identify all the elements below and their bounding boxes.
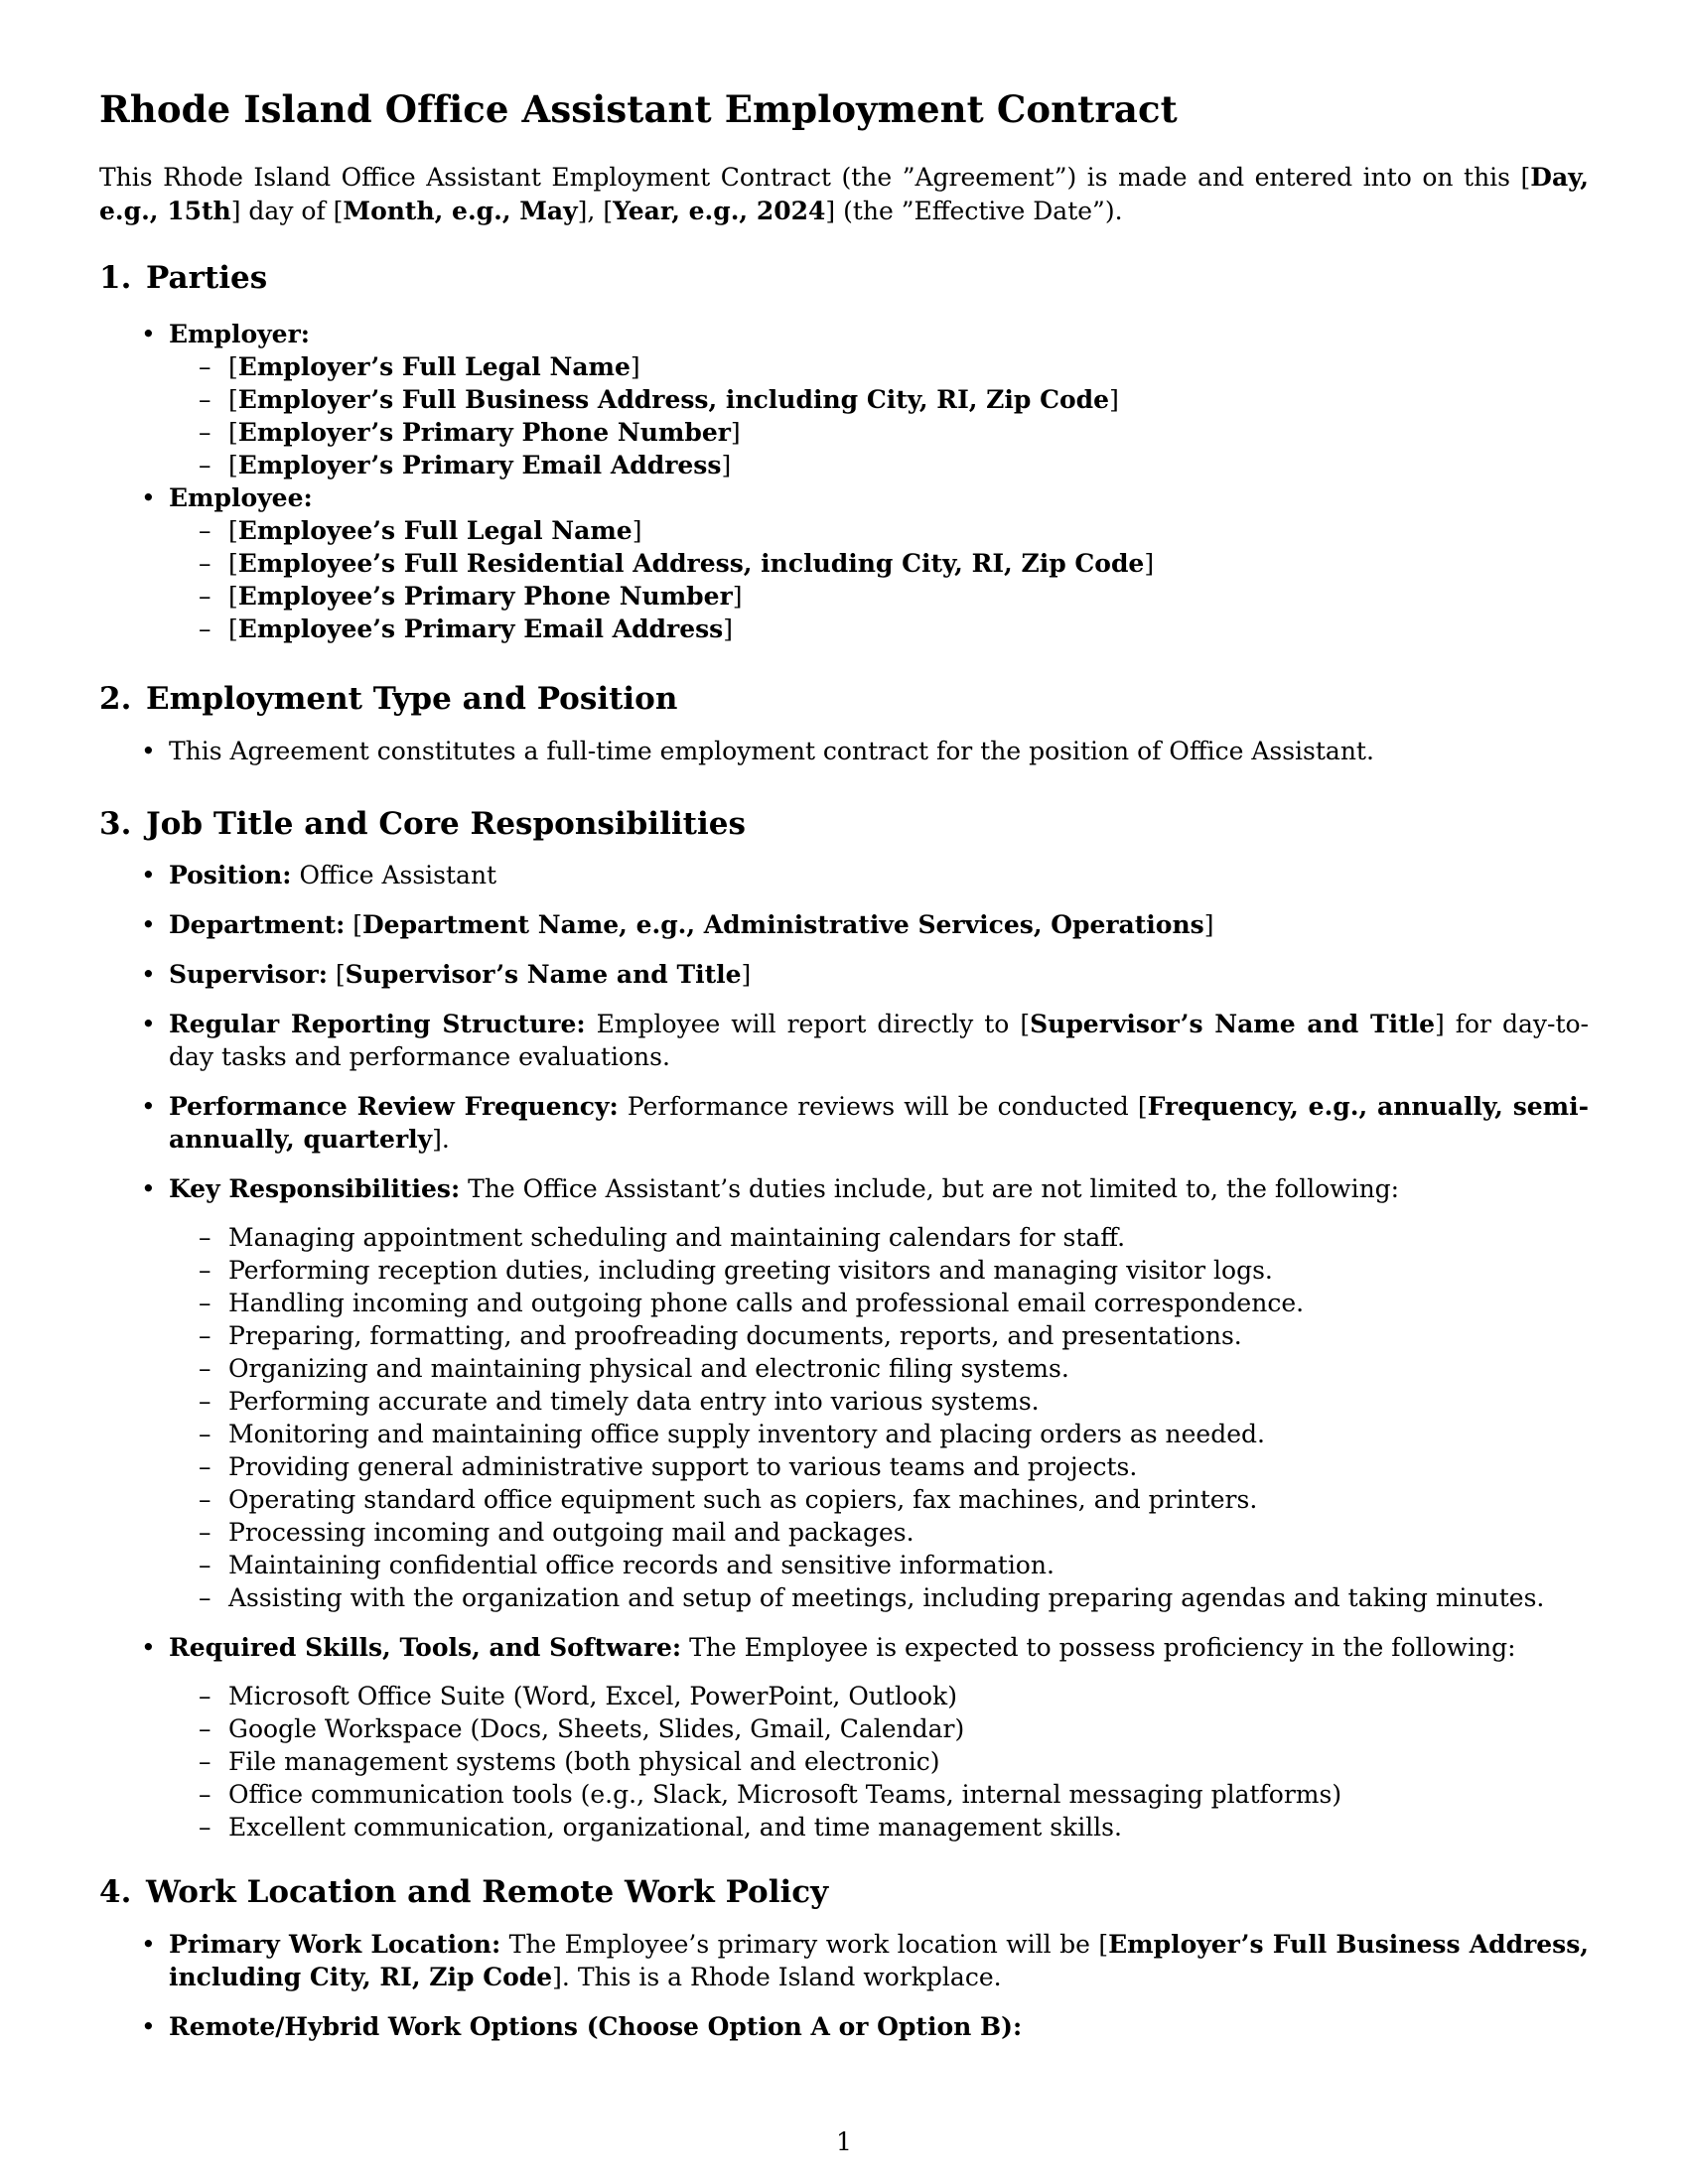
list-item: – [Employer’s Primary Email Address] <box>169 449 1589 481</box>
list-item: – [Employer’s Full Business Address, including City, RI, Zip Code] <box>169 383 1589 416</box>
placeholder-year: Year, e.g., 2024 <box>613 197 826 225</box>
section-heading-parties: 1. Parties <box>99 260 268 296</box>
key-responsibilities-list <box>169 1221 1589 1614</box>
position-item: • Position: Office Assistant <box>99 859 1589 891</box>
list-item: – Processing incoming and outgoing mail and packages. <box>169 1516 1589 1549</box>
list-item: – Monitoring and maintaining office supply inventory and placing orders as needed. <box>169 1418 1589 1450</box>
section-work-location <box>99 1928 1589 2060</box>
placeholder-day: Day, e.g., 15th <box>99 163 1589 225</box>
list-item: – Office communication tools (e.g., Slack, Microsoft Teams, internal messaging platforms) <box>169 1778 1589 1811</box>
remote-work-options-item: • Remote/Hybrid Work Options (Choose Option A or Option B): <box>99 2010 1589 2043</box>
employee-details-list <box>169 514 1589 645</box>
list-item: – [Employee’s Full Residential Address, including City, RI, Zip Code] <box>169 547 1589 580</box>
list-item: – Organizing and maintaining physical and electronic filing systems. <box>169 1352 1589 1385</box>
list-item: – Assisting with the organization and setup of meetings, including preparing agendas and taking minutes. <box>169 1581 1589 1614</box>
required-skills-list <box>169 1680 1589 1843</box>
employer-details-list <box>169 350 1589 481</box>
list-item: – Performing reception duties, including greeting visitors and managing visitor logs. <box>169 1254 1589 1287</box>
primary-work-location-item: • Primary Work Location: The Employee’s primary work location will be [Employer’s Full Business Address, including City, RI, Zip Code]. This is a Rhode Island workplace. <box>99 1928 1589 1993</box>
list-item: – Excellent communication, organizational, and time management skills. <box>169 1811 1589 1843</box>
list-item: – Operating standard office equipment such as copiers, fax machines, and printers. <box>169 1483 1589 1516</box>
list-item: – Performing accurate and timely data entry into various systems. <box>169 1385 1589 1418</box>
document-title: Rhode Island Office Assistant Employment Contract <box>99 87 1178 131</box>
list-item: – Preparing, formatting, and proofreading documents, reports, and presentations. <box>169 1319 1589 1352</box>
section-heading-employment-type: 2. Employment Type and Position <box>99 681 678 717</box>
list-item: – [Employee’s Primary Email Address] <box>169 613 1589 645</box>
reporting-structure-item: • Regular Reporting Structure: Employee will report directly to [Supervisor’s Name and Title] for day-to-day tasks and performance evaluations. <box>99 1008 1589 1073</box>
section-employment-type <box>99 735 1589 784</box>
intro-paragraph: This Rhode Island Office Assistant Employment Contract (the ”Agreement”) is made and entered into on this [Day, e.g., 15th] day of [Month, e.g., May], [Year, e.g., 2024] (the ”Effective Date”). <box>99 163 1589 225</box>
section-heading-work-location: 4. Work Location and Remote Work Policy <box>99 1874 829 1910</box>
list-item: – [Employer’s Primary Phone Number] <box>169 416 1589 449</box>
employment-type-text: • This Agreement constitutes a full-time employment contract for the position of Office Assistant. <box>99 735 1589 767</box>
page-number: 1 <box>836 2127 852 2156</box>
employee-item: • Employee: – [Employee’s Full Legal Name] – [Employee’s Full Residential Address, including City, RI, Zip Code] – [Employee’s Primary Phone Number] – [Employee’s Primary Email Address] <box>99 481 1589 645</box>
list-item: – [Employee’s Primary Phone Number] <box>169 580 1589 613</box>
list-item: – File management systems (both physical and electronic) <box>169 1745 1589 1778</box>
section-heading-job-title: 3. Job Title and Core Responsibilities <box>99 806 746 842</box>
list-item: – Microsoft Office Suite (Word, Excel, PowerPoint, Outlook) <box>169 1680 1589 1712</box>
review-frequency-item: • Performance Review Frequency: Performance reviews will be conducted [Frequency, e.g., annually, semi-annually, quarterly]. <box>99 1090 1589 1156</box>
list-item: – Handling incoming and outgoing phone calls and professional email correspondence. <box>169 1287 1589 1319</box>
placeholder-month: Month, e.g., May <box>343 197 578 225</box>
section-job-title <box>99 859 1589 1860</box>
section-parties <box>99 318 1589 645</box>
list-item: – Managing appointment scheduling and maintaining calendars for staff. <box>169 1221 1589 1254</box>
list-item: – Providing general administrative support to various teams and projects. <box>169 1450 1589 1483</box>
supervisor-item: • Supervisor: [Supervisor’s Name and Title] <box>99 958 1589 991</box>
document-page <box>99 0 1589 2184</box>
required-skills-item: • Required Skills, Tools, and Software: The Employee is expected to possess proficiency in the following: – Microsoft Office Suite (Word, Excel, PowerPoint, Outlook) – Google Workspace (Docs, Sheets, Slides, Gmail, Calendar) – File management systems (both physical and electronic) – Office communication tools (e.g., Slack, Microsoft Teams, internal messaging platforms) – Excellent communication, organizational, and time management skills. <box>99 1631 1589 1843</box>
employer-item: • Employer: – [Employer’s Full Legal Name] – [Employer’s Full Business Address, including City, RI, Zip Code] – [Employer’s Primary Phone Number] – [Employer’s Primary Email Address] <box>99 318 1589 481</box>
list-item: – [Employee’s Full Legal Name] <box>169 514 1589 547</box>
list-item: – [Employer’s Full Legal Name] <box>169 350 1589 383</box>
list-item: – Maintaining confidential office records and sensitive information. <box>169 1549 1589 1581</box>
key-responsibilities-item: • Key Responsibilities: The Office Assistant’s duties include, but are not limited to, the following: – Managing appointment scheduling and maintaining calendars for staff. – Performing reception duties, including greeting visitors and managing visitor logs. – Handling incoming and outgoing phone calls and professional email correspondence. – Preparing, formatting, and proofreading documents, reports, and presentations. – Organizing and maintaining physical and electronic filing systems. – Performing accurate and timely data entry into various systems. – Monitoring and maintaining office supply inventory and placing orders as needed. – Providing general administrative support to various teams and projects. – Operating standard office equipment such as copiers, fax machines, and printers. – Processing incoming and outgoing mail and packages. – Maintaining confidential office records and sensitive information. – Assisting with the organization and setup of meetings, including preparing agendas and taking minutes. <box>99 1172 1589 1614</box>
department-item: • Department: [Department Name, e.g., Administrative Services, Operations] <box>99 908 1589 941</box>
list-item: – Google Workspace (Docs, Sheets, Slides, Gmail, Calendar) <box>169 1712 1589 1745</box>
